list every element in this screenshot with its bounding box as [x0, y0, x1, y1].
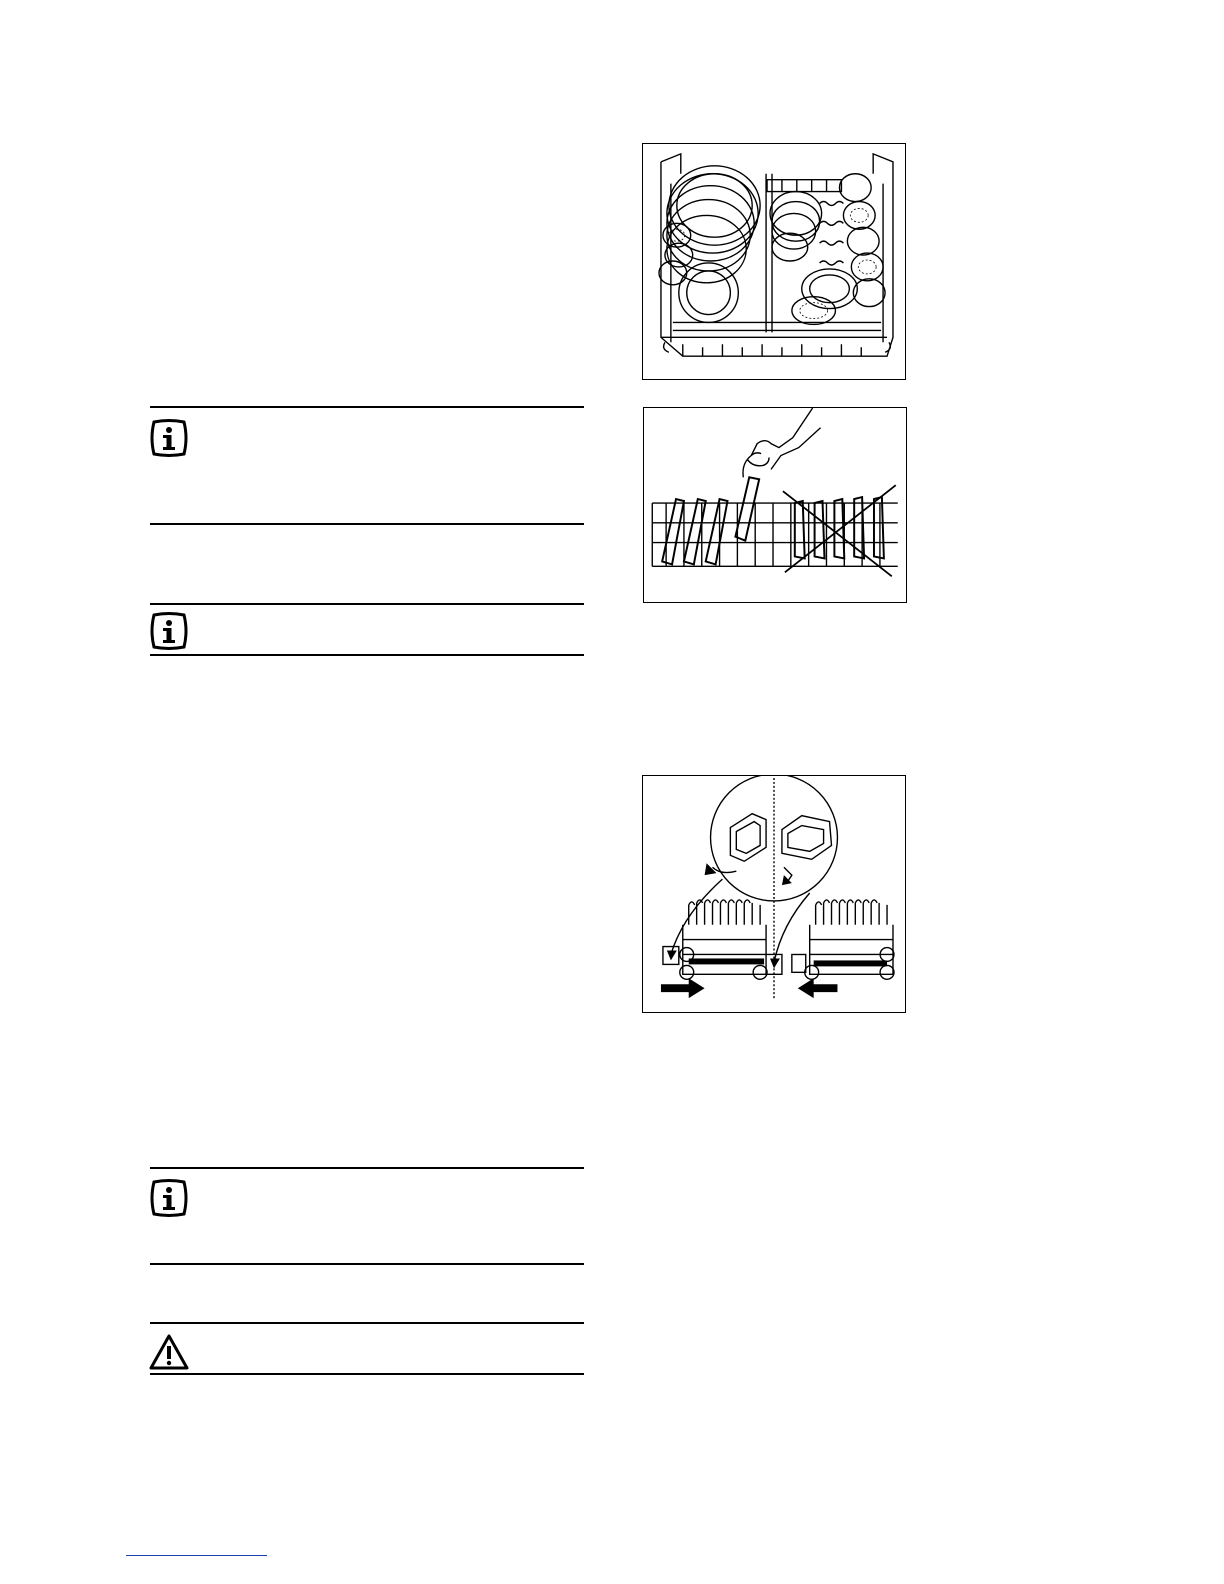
info-icon [148, 1178, 190, 1218]
figure-plate-rack-placement [643, 407, 907, 603]
notice-bottom-rule [150, 654, 584, 656]
basket-wheels-illustration [643, 776, 905, 1012]
notice-top-rule [150, 603, 584, 605]
notice-top-rule [150, 1322, 584, 1324]
plate-placement-illustration [644, 408, 906, 602]
warning-icon [148, 1332, 190, 1372]
footer-link-underline[interactable] [126, 1555, 267, 1556]
notice-top-rule [150, 1167, 584, 1169]
notice-bottom-rule [150, 1263, 584, 1265]
info-icon [148, 611, 190, 651]
figure-basket-wheels-adjustment [642, 775, 906, 1013]
figure-lower-basket-loaded [642, 143, 906, 380]
basket-loaded-illustration [643, 144, 905, 379]
notice-top-rule [150, 406, 584, 408]
notice-bottom-rule [150, 523, 584, 525]
notice-bottom-rule [150, 1373, 584, 1375]
info-icon [148, 418, 190, 458]
